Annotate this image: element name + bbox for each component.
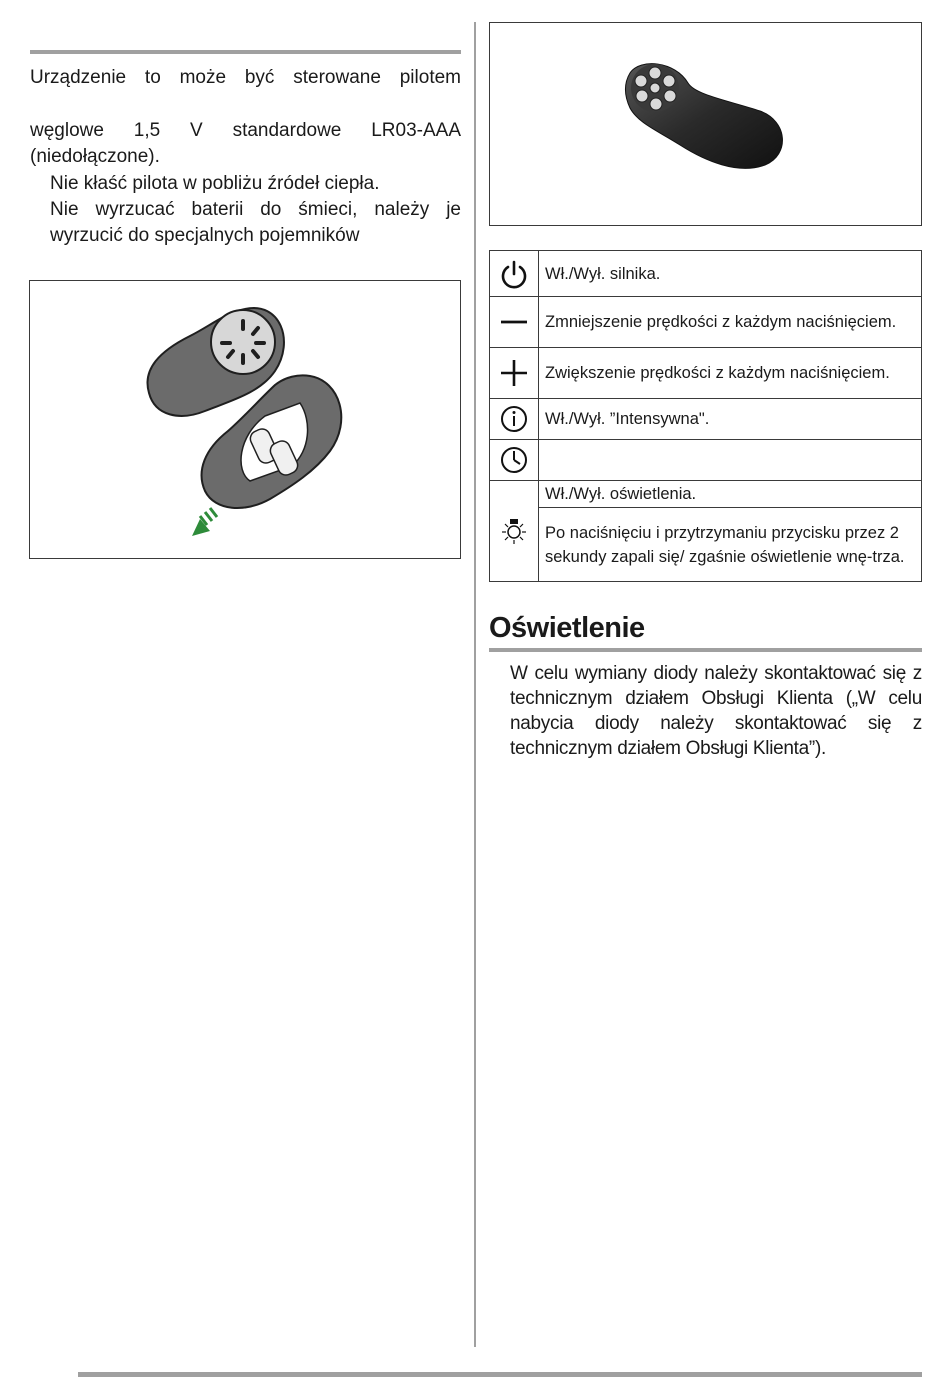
table-row bbox=[490, 440, 922, 481]
key-description-long: Po naciśnięciu i przytrzymaniu przycisku przez 2 sekundy zapali się/ zgaśnie oświetlenie wnę-trza. bbox=[539, 508, 922, 582]
light-icon bbox=[499, 513, 529, 549]
key-description bbox=[539, 440, 922, 481]
table-row bbox=[490, 399, 922, 440]
remote-key-table bbox=[489, 250, 922, 582]
key-description: Wł./Wył. ”Intensywna". bbox=[539, 399, 922, 440]
table-row bbox=[490, 508, 922, 582]
timer-key-cell bbox=[490, 440, 539, 481]
plus-key-cell bbox=[490, 348, 539, 399]
remote-battery-illustration bbox=[30, 281, 462, 560]
top-rule bbox=[30, 50, 461, 54]
info-icon bbox=[499, 404, 529, 434]
arrow-icon bbox=[192, 508, 217, 536]
power-key-cell bbox=[490, 251, 539, 297]
battery-paragraph: węglowe 1,5 V standardowe LR03-AAA (niedołączone). bbox=[30, 120, 461, 167]
table-row bbox=[490, 297, 922, 348]
disposal-warning: Nie wyrzucać baterii do śmieci, należy je wyrzucić do specjalnych pojemników bbox=[50, 199, 461, 246]
column-divider bbox=[474, 22, 476, 1347]
key-description: Wł./Wył. silnika. bbox=[539, 251, 922, 297]
key-description: Zwiększenie prędkości z każdym naciśnięciem. bbox=[539, 348, 922, 399]
remote-photo-figure bbox=[489, 22, 922, 226]
table-row bbox=[490, 251, 922, 297]
table-row bbox=[490, 348, 922, 399]
remote-photo bbox=[490, 23, 923, 227]
section-rule bbox=[489, 648, 922, 652]
lighting-paragraph: W celu wymiany diody należy skontaktować się z technicznym działem Obsługi Klienta („W celu nabycia diody należy skontaktować się z technicznym działem Obsługi Klienta”). bbox=[510, 663, 922, 759]
light-key-cell bbox=[490, 481, 539, 582]
power-icon bbox=[499, 259, 529, 289]
minus-key-cell bbox=[490, 297, 539, 348]
battery-figure bbox=[29, 280, 461, 559]
section-title: Oświetlenie bbox=[489, 612, 645, 644]
table-row bbox=[490, 481, 922, 508]
heat-warning: Nie kłaść pilota w pobliżu źródeł ciepła. bbox=[50, 173, 380, 194]
timer-icon bbox=[499, 445, 529, 475]
plus-icon bbox=[499, 358, 529, 388]
bottom-rule bbox=[78, 1372, 922, 1377]
minus-icon bbox=[499, 307, 529, 337]
intro-paragraph: Urządzenie to może być sterowane pilotem bbox=[30, 67, 461, 88]
key-description: Wł./Wył. oświetlenia. bbox=[539, 481, 922, 508]
key-description: Zmniejszenie prędkości z każdym naciśnięciem. bbox=[539, 297, 922, 348]
info-key-cell bbox=[490, 399, 539, 440]
